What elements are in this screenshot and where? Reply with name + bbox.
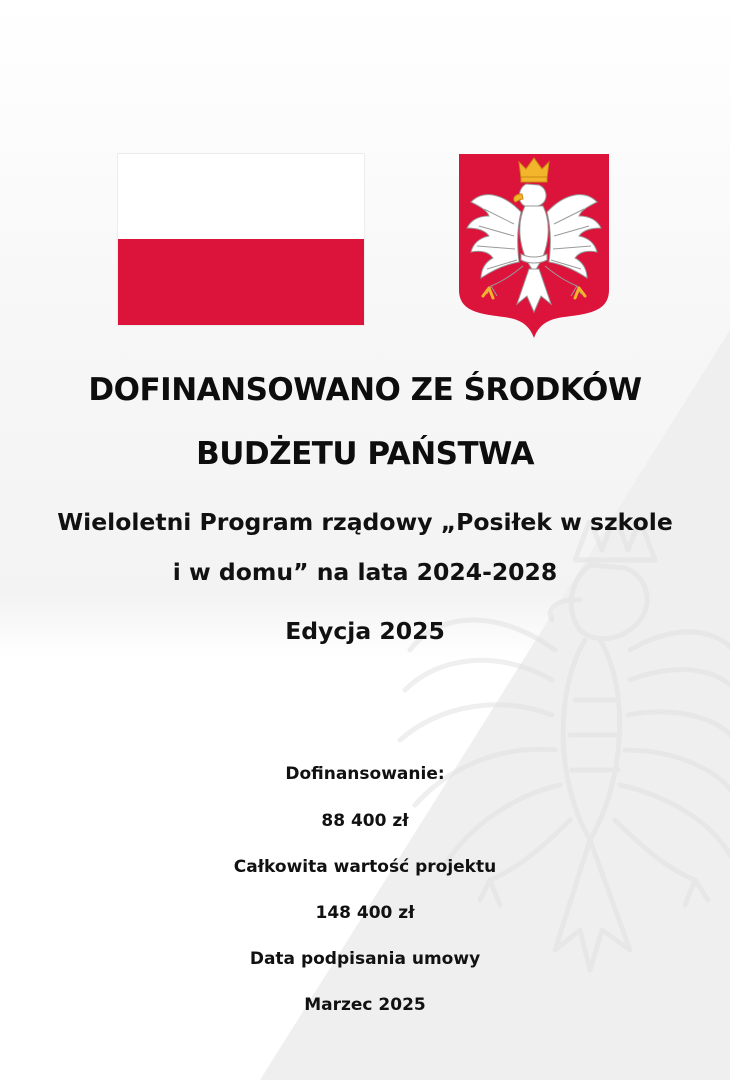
edition-label: Edycja 2025 [285,617,445,645]
total-value: 148 400 zł [315,903,415,923]
polish-coat-of-arms-icon [459,154,609,338]
signing-date-label: Data podpisania umowy [249,949,481,969]
headline-line-1: DOFINANSOWANO ZE ŚRODKÓW [88,372,642,408]
funding-value: 88 400 zł [321,811,409,831]
program-title-line-1: Wieloletni Program rządowy „Posiłek w szkole [57,508,673,536]
funding-label: Dofinansowanie: [285,764,445,784]
headline-line-2: BUDŻETU PAŃSTWA [196,436,534,472]
polish-flag-icon [118,154,364,325]
signing-date-value: Marzec 2025 [304,995,426,1015]
flag-white-stripe [118,154,364,239]
flag-red-stripe [118,239,364,325]
total-value-label: Całkowita wartość projektu [233,857,497,877]
program-title-line-2: i w domu” na lata 2024-2028 [172,558,558,586]
